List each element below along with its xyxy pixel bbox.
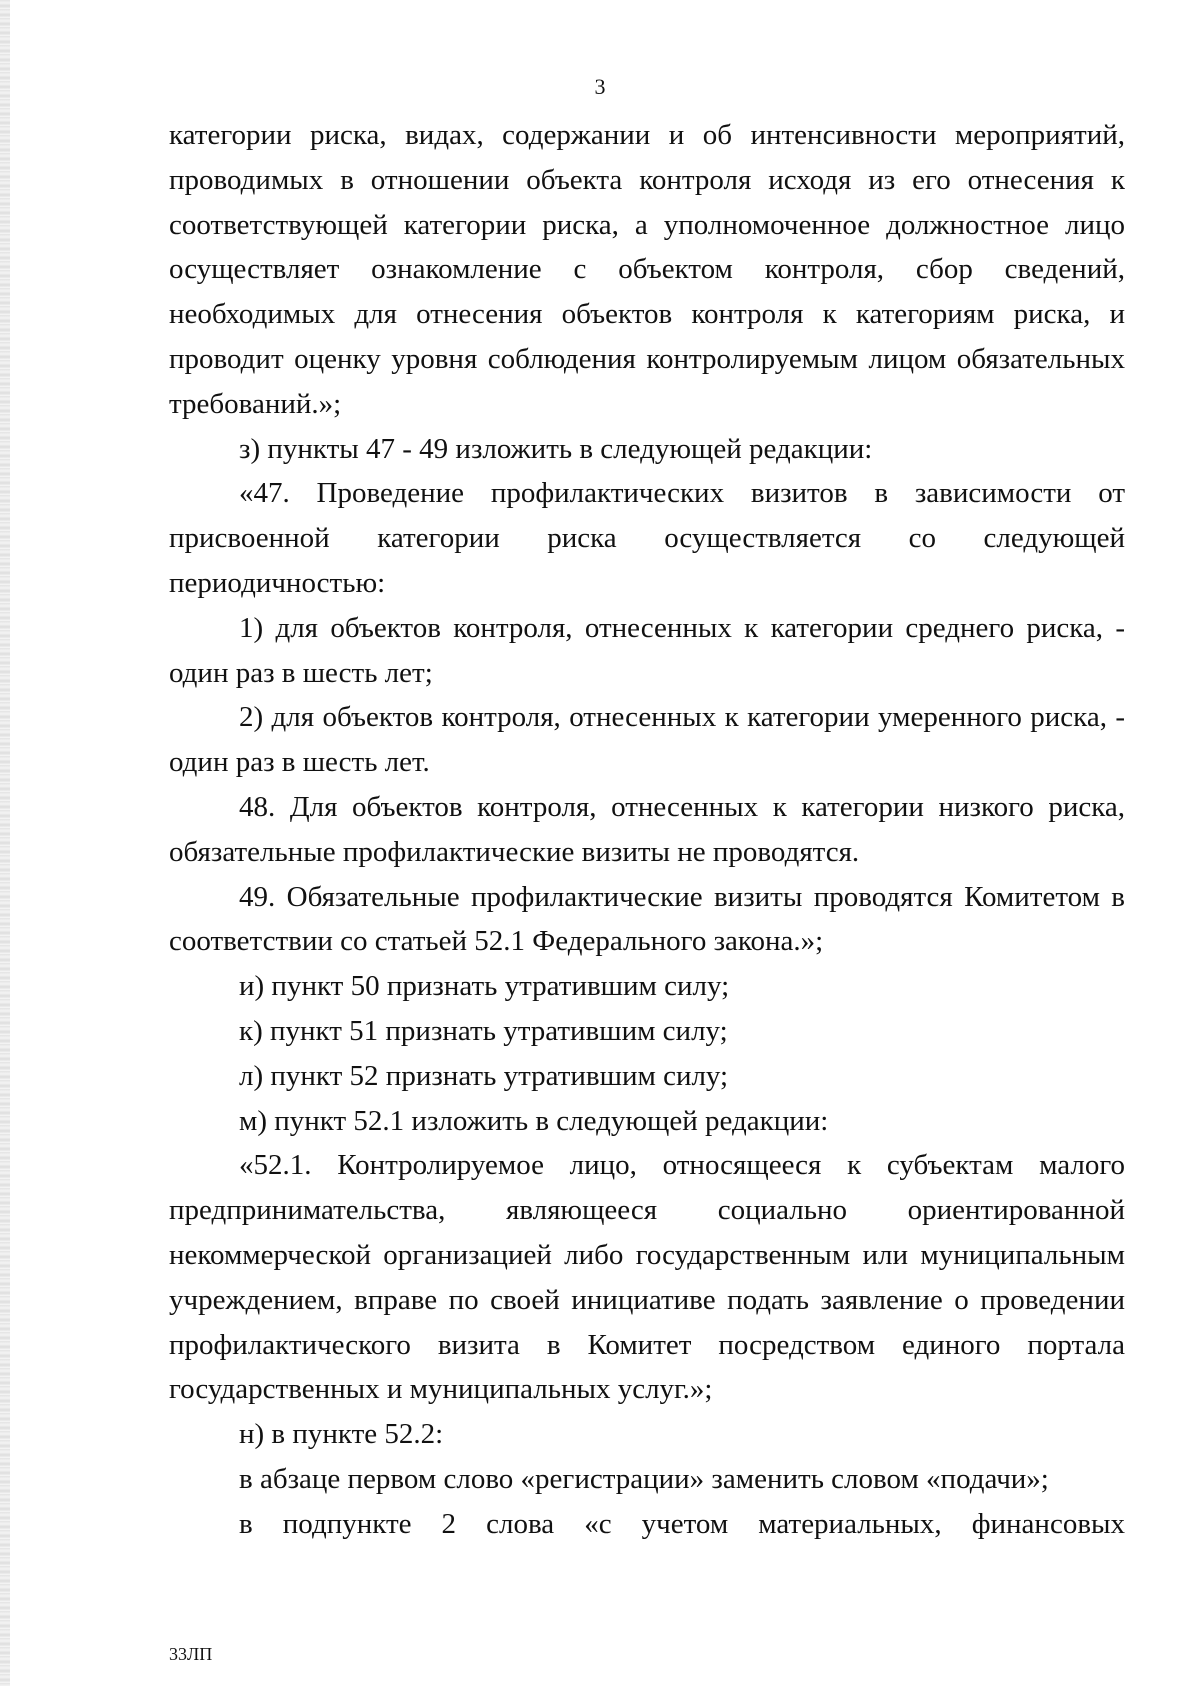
paragraph-item-n: н) в пункте 52.2: [239, 1418, 444, 1451]
paragraph-item-k: к) пункт 51 признать утратившим силу; [239, 1014, 728, 1047]
paragraph-item-l: л) пункт 52 признать утратившим силу; [239, 1059, 729, 1092]
paragraph-item-m: м) пункт 52.1 изложить в следующей редакции: [239, 1104, 829, 1137]
footer-document-code: 33ЛП [169, 1644, 213, 1664]
paragraph-first-abzac: в абзаце первом слово «регистрации» заменить словом «подачи»; [239, 1462, 1049, 1495]
paragraph-clause-47: «47. Проведение профилактических визитов в зависимости от присвоенной категории риска осуществляется со следующей периодичностью: [169, 477, 1125, 599]
paragraph-clause-49: 49. Обязательные профилактические визиты проводятся Комитетом в соответствии со статьей 52.1 Федерального закона.»; [169, 880, 1125, 958]
scan-edge-artifact [0, 0, 10, 1686]
paragraph-item-i: и) пункт 50 признать утратившим силу; [239, 970, 730, 1003]
paragraph-continuation: категории риска, видах, содержании и об интенсивности мероприятий, проводимых в отношении объекта контроля исходя из его отнесения к соответствующей категории риска, а уполномоченное должностное лицо осуществляет ознакомление с объектом контроля, сбор сведений, необходимых для отнесения объектов контроля к категориям риска, и проводит оценку уровня соблюдения контролируемым лицом обязательных требований.»; [169, 119, 1125, 420]
paragraph-subitem-2-words: в подпункте 2 слова «с учетом материальных, финансовых [239, 1507, 1125, 1540]
paragraph-item-z: з) пункты 47 - 49 изложить в следующей редакции: [239, 432, 873, 465]
page-number: 3 [594, 74, 606, 99]
paragraph-subitem-2: 2) для объектов контроля, отнесенных к категории умеренного риска, - один раз в шесть лет. [169, 701, 1125, 779]
paragraph-clause-48: 48. Для объектов контроля, отнесенных к категории низкого риска, обязательные профилактические визиты не проводятся. [169, 790, 1125, 868]
paragraph-clause-52-1: «52.1. Контролируемое лицо, относящееся к субъектам малого предпринимательства, являющееся социально ориентированной некоммерческой организацией либо государственным или муниципальным учреждением, вправе по своей инициативе подать заявление о проведении профилактического визита в Комитет посредством единого портала государственных и муниципальных услуг.»; [169, 1149, 1125, 1406]
document-body [169, 113, 1125, 1547]
paragraph-subitem-1: 1) для объектов контроля, отнесенных к категории среднего риска, - один раз в шесть лет; [169, 611, 1125, 689]
